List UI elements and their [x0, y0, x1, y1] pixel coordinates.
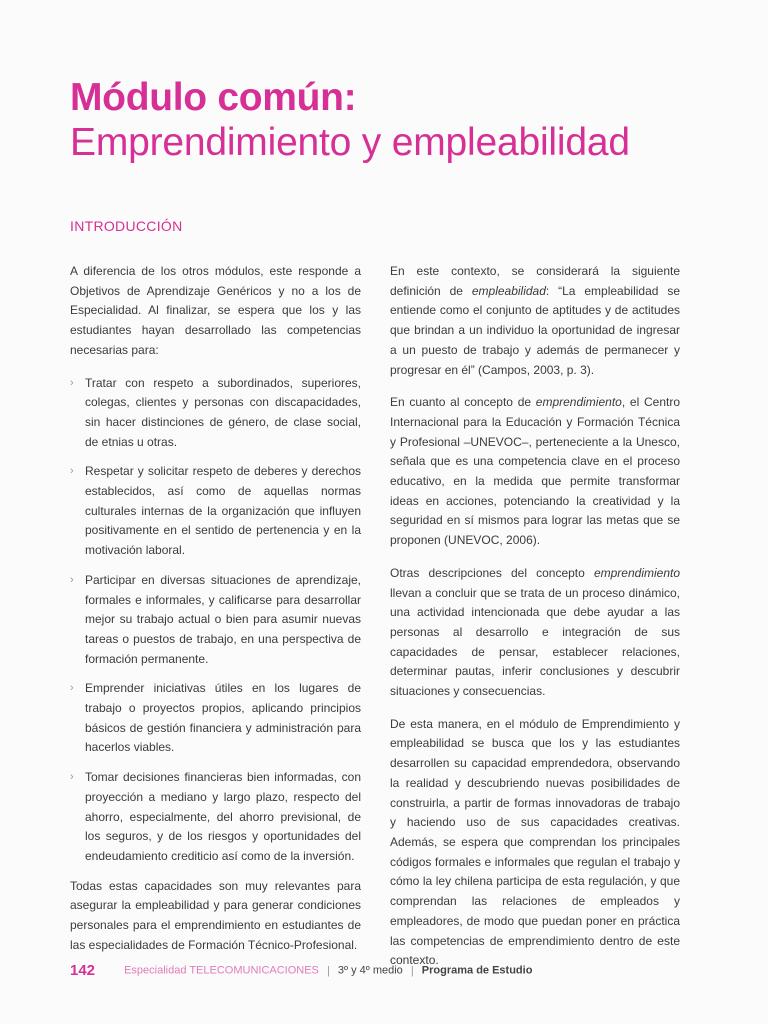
footer-grade: 3º y 4º medio [337, 964, 403, 977]
module-title: Módulo común: [70, 76, 357, 119]
page-number: 142 [70, 962, 96, 979]
footer-separator: | [410, 964, 414, 977]
right-column [390, 262, 680, 984]
descriptions-paragraph [390, 564, 680, 702]
list-item-text: Emprender iniciativas útiles en los lugares de trabajo o proyectos propios, aplicando principios básicos de gestión financiera y administración para hacerlos viables. [85, 681, 361, 755]
module-subtitle: Emprendimiento y empleabilidad [70, 121, 630, 164]
list-item [70, 571, 361, 670]
intro-paragraph: A diferencia de los otros módulos, este responde a Objetivos de Aprendizaje Genéricos y no a los de Especialidad. Al finalizar, se espera que los y las estudiantes hayan desarrollado las competencias necesarias para: [70, 264, 361, 357]
unevoc-paragraph [390, 393, 680, 551]
left-column [70, 262, 361, 969]
module-goals-paragraph: De esta manera, en el módulo de Emprendimiento y empleabilidad se busca que los y las estudiantes desarrollen su capacidad emprendedora, observando la realidad y descubriendo nuevas posibilidades de construirla, a partir de formas innovadoras de trabajo y haciendo uso de sus capacidades creativas. Además, se espera que comprendan los principales códigos formales e informales que regulan el trabajo y cómo la ley chilena participa de esta regulación, y que comprendan las relaciones de empleados y empleadores, de modo que puedan poner en práctica las competencias de emprendimiento dentro de este contexto. [390, 716, 680, 968]
chevron-right-icon: › [70, 376, 74, 389]
paragraph-text: : “La empleabilidad se entiende como el conjunto de aptitudes y de actitudes que brindan a un individuo la oportunidad de ingresar a un puesto de trabajo y además de permanecer y progresar en él” (Campos, 2003, p. 3). [390, 283, 680, 377]
list-item [70, 374, 361, 453]
paragraph-text: En cuanto al concepto de [390, 395, 536, 410]
emphasis-term: emprendimiento [535, 395, 622, 410]
emphasis-term: empleabilidad [471, 283, 546, 298]
list-item [70, 462, 361, 561]
list-item-text: Tratar con respeto a subordinados, superiores, colegas, clientes y personas con discapacidades, sin hacer distinciones de género, de clase social, de etnias u otras. [85, 375, 361, 449]
paragraph-text: , el Centro Internacional para la Educación y Formación Técnica y Profesional –UNEVOC–, perteneciente a la Unesco, señala que es una competencia clave en el proceso educativo, en la medida que permite transformar ideas en acciones, potenciando la creatividad y la seguridad en sí mismos para lograr las metas que se proponen (UNEVOC, 2006). [390, 395, 680, 548]
paragraph-text: Otras descripciones del concepto [390, 565, 594, 580]
page-footer [70, 962, 532, 982]
paragraph-text: En este contexto, se considerará la siguiente definición de [390, 264, 680, 298]
section-heading: INTRODUCCIÓN [70, 218, 183, 234]
chevron-right-icon: › [70, 682, 74, 695]
list-item-text: Tomar decisiones financieras bien informadas, con proyección a mediano y largo plazo, respecto del ahorro, especialmente, del ahorro previsional, de los seguros, y de los riesgos y oportunidades del endeudamiento crediticio así como de la inversión. [85, 770, 361, 863]
list-item-text: Respetar y solicitar respeto de deberes y derechos establecidos, así como de aquellas normas culturales internas de la organización que influyen positivamente en el sentido de pertenencia y en la motivación laboral. [85, 464, 361, 558]
emphasis-term: emprendimiento [593, 565, 680, 580]
chevron-right-icon: › [70, 771, 74, 784]
list-item-text: Participar en diversas situaciones de aprendizaje, formales e informales, y calificarse para desarrollar mejor su trabajo actual o bien para asumir nuevas tareas o puestos de trabajo, en una perspectiva de formación permanente. [85, 572, 361, 666]
paragraph-text: llevan a concluir que se trata de un proceso dinámico, una actividad intencionada que debe ayudar a las personas al desarrollo e integración de sus capacidades de pensar, establecer relaciones, determinar pautas, inferir conclusiones y descubrir situaciones y consecuencias. [390, 585, 680, 699]
chevron-right-icon: › [70, 465, 74, 478]
footer-program: Programa de Estudio [421, 964, 533, 977]
closing-paragraph: Todas estas capacidades son muy relevantes para asegurar la empleabilidad y para generar condiciones personales para el emprendimiento en estudiantes de las especialidades de Formación Técnico-Profesional. [70, 878, 361, 952]
competency-list [70, 374, 361, 867]
list-item [70, 768, 361, 867]
list-item [70, 679, 361, 758]
definition-paragraph [390, 262, 680, 380]
chevron-right-icon: › [70, 573, 74, 586]
footer-specialty: Especialidad TELECOMUNICACIONES [124, 964, 319, 977]
footer-separator: | [326, 964, 330, 977]
